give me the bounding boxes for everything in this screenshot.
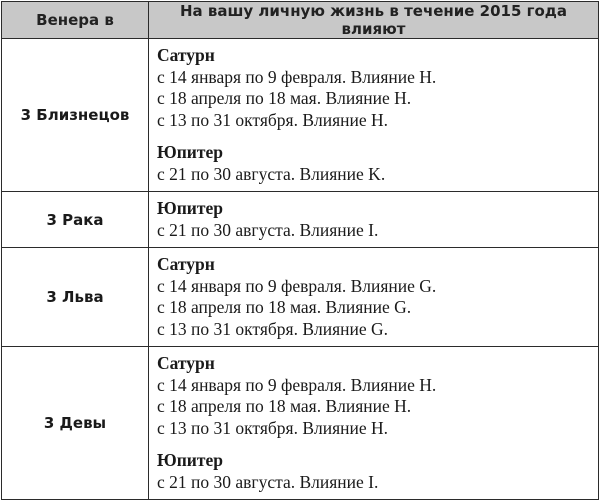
table-row	[2, 347, 599, 500]
planet-name: Юпитер	[157, 142, 223, 162]
influence-cell	[149, 39, 599, 192]
planet-group	[157, 450, 594, 493]
period-line: с 13 по 31 октября. Влияние H.	[157, 417, 389, 438]
period-line: с 13 по 31 октября. Влияние H.	[157, 109, 389, 130]
period-line: с 21 по 30 августа. Влияние I.	[157, 219, 379, 240]
period-line: с 21 по 30 августа. Влияние I.	[157, 471, 379, 492]
planet-name: Сатурн	[157, 353, 215, 373]
planet-name: Юпитер	[157, 198, 223, 218]
table-row	[2, 248, 599, 347]
planet-name: Сатурн	[157, 254, 215, 274]
planet-group	[157, 198, 594, 241]
header-venus-in: Венера в	[2, 2, 149, 39]
table-row	[2, 192, 599, 248]
sign-cell: 3 Близнецов	[2, 39, 149, 192]
period-line: с 18 апреля по 18 мая. Влияние H.	[157, 396, 412, 416]
sign-cell: 3 Девы	[2, 347, 149, 500]
period-line: с 14 января по 9 февраля. Влияние H.	[157, 374, 437, 395]
planet-group	[157, 254, 594, 340]
planet-group	[157, 45, 594, 131]
influence-cell	[149, 248, 599, 347]
period-line: с 14 января по 9 февраля. Влияние G.	[157, 275, 437, 296]
sign-cell: 3 Рака	[2, 192, 149, 248]
planet-group	[157, 353, 594, 439]
planet-name: Сатурн	[157, 45, 215, 65]
influence-cell	[149, 347, 599, 500]
period-line: с 18 апреля по 18 мая. Влияние G.	[157, 297, 412, 317]
sign-cell: 3 Льва	[2, 248, 149, 347]
planet-group	[157, 142, 594, 185]
period-line: с 21 по 30 августа. Влияние K.	[157, 163, 386, 184]
table-row	[2, 39, 599, 192]
header-influences: На вашу личную жизнь в течение 2015 года влияют	[149, 2, 599, 39]
period-line: с 13 по 31 октября. Влияние G.	[157, 318, 389, 339]
influence-cell	[149, 192, 599, 248]
planet-name: Юпитер	[157, 450, 223, 470]
period-line: с 14 января по 9 февраля. Влияние H.	[157, 66, 437, 87]
influence-table	[1, 1, 599, 500]
period-line: с 18 апреля по 18 мая. Влияние H.	[157, 88, 412, 108]
header-row	[2, 2, 599, 39]
